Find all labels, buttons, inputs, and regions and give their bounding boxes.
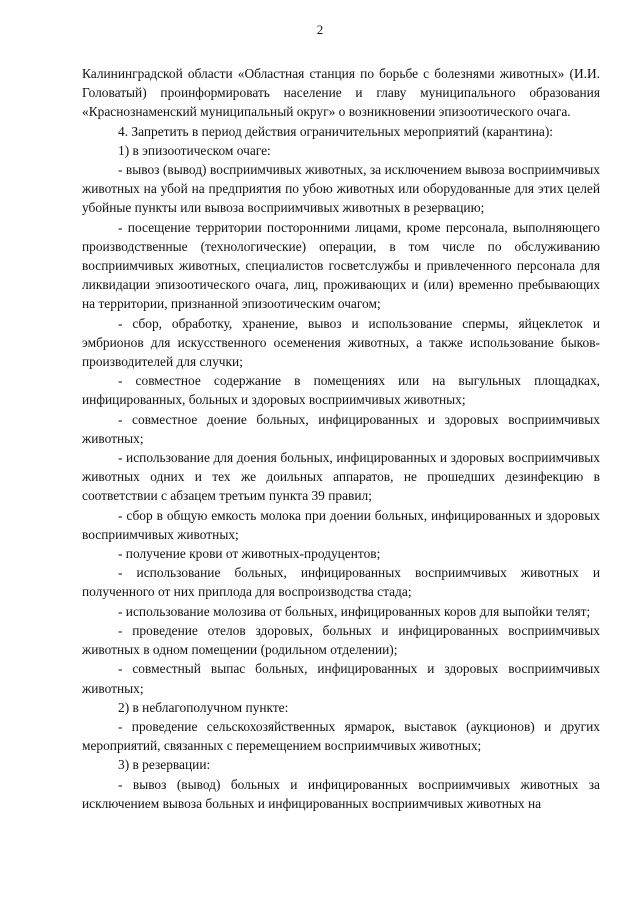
paragraph-13: - использование молозива от больных, инфицированных коров для выпойки телят; — [118, 603, 591, 619]
paragraph-18: 3) в резервации: — [118, 757, 211, 773]
paragraph-11: - получение крови от животных-продуцентов; — [118, 546, 381, 562]
paragraph-15: - совместный выпас больных, инфицированных и здоровых восприимчивых животных; — [82, 661, 600, 696]
paragraph-19: - вывоз (вывод) больных и инфицированных восприимчивых животных за исключением вывоза больных и инфицированных восприимчивых животных на — [82, 776, 600, 811]
paragraph-8: - совместное доение больных, инфицированных и здоровых восприимчивых животных; — [82, 411, 600, 446]
document-body — [82, 64, 600, 813]
paragraph-10: - сбор в общую емкость молока при доении больных, инфицированных и здоровых восприимчивых животных; — [82, 507, 600, 542]
paragraph-17: - проведение сельскохозяйственных ярмарок, выставок (аукционов) и других мероприятий, связанных с перемещением восприимчивых животных; — [82, 718, 600, 754]
paragraph-9: - использование для доения больных, инфицированных и здоровых восприимчивых животных одних и тех же доильных аппаратов, не прошедших дезинфекцию в соответствии с абзацем третьим пункта 39 правил; — [82, 450, 600, 504]
paragraph-6: - сбор, обработку, хранение, вывоз и использование спермы, яйцеклеток и эмбрионов для искусственного осеменения животных, а также использование быков-производителей для случки; — [82, 315, 600, 370]
paragraph-16: 2) в неблагополучном пункте: — [118, 699, 289, 715]
page-number: 2 — [316, 22, 324, 37]
paragraph-7: - совместное содержание в помещениях или на выгульных площадках, инфицированных, больных и здоровых восприимчивых животных; — [82, 373, 600, 408]
paragraph-12: - использование больных, инфицированных восприимчивых животных и полученного от них приплода для воспроизводства стада; — [82, 565, 600, 600]
paragraph-2: 4. Запретить в период действия ограничительных мероприятий (карантина): — [118, 123, 554, 139]
paragraph-14: - проведение отелов здоровых, больных и инфицированных восприимчивых животных в одном помещении (родильном отделении); — [82, 622, 600, 658]
paragraph-4: - вывоз (вывод) восприимчивых животных, за исключением вывоза восприимчивых животных на убой на предприятия по убою животных или оборудованные для этих целей убойные пункты или вывоза восприимчивых животных в резервацию; — [82, 162, 600, 216]
paragraph-3: 1) в эпизоотическом очаге: — [118, 142, 271, 158]
paragraph-5: - посещение территории посторонними лицами, кроме персонала, выполняющего производственные (технологические) операции, в том числе по обслуживанию восприимчивых животных, специалистов госветслужбы и привлеченного персонала для ликвидации эпизоотического очага, лиц, проживающих и (или) временно пребывающих на территории, признанной эпизоотическим очагом; — [82, 219, 600, 312]
paragraph-1: Калининградской области «Областная станция по борьбе с болезнями животных» (И.И. Головатый) проинформировать население и главу муниципального образования «Краснознаменский муниципальный округ» о возникновении эпизоотического очага. — [82, 66, 600, 120]
